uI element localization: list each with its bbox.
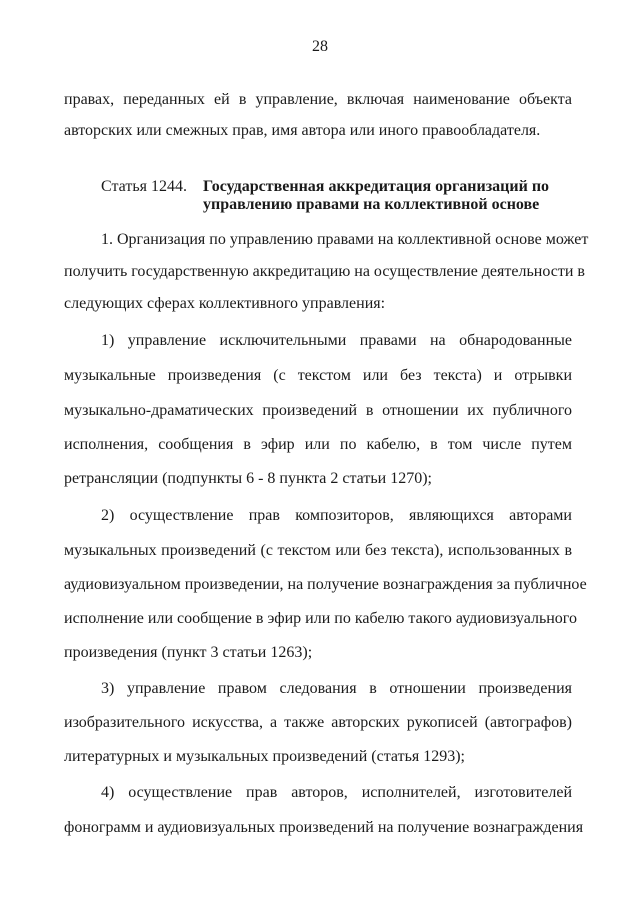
body-line: получить государственную аккредитацию на осуществление деятельности в [64, 263, 585, 280]
article-title-line: Государственная аккредитация организаций по [203, 178, 550, 195]
body-line: исполнения, сообщения в эфир или по кабелю, в том числе путем [64, 436, 572, 453]
body-line: правах, переданных ей в управление, включая наименование объекта [64, 91, 572, 108]
article-number: Статья 1244. [101, 178, 187, 195]
body-line: литературных и музыкальных произведений (статья 1293); [64, 748, 465, 765]
body-line: фонограмм и аудиовизуальных произведений на получение вознаграждения [64, 819, 584, 836]
article-title-line: управлению правами на коллективной основе [203, 196, 540, 213]
body-line: музыкальных произведений (с текстом или без текста), использованных в [64, 542, 572, 559]
paragraph-first-line: 4) осуществление прав авторов, исполнителей, изготовителей [101, 784, 572, 801]
paragraph-first-line: 3) управление правом следования в отношении произведения [101, 680, 572, 697]
body-line: следующих сферах коллективного управления: [64, 295, 386, 312]
body-line: музыкальные произведения (с текстом или без текста) и отрывки [64, 367, 572, 384]
body-line: музыкально-драматических произведений в отношении их публичного [64, 402, 572, 419]
body-line: ретрансляции (подпункты 6 - 8 пункта 2 статьи 1270); [64, 470, 432, 487]
page-number: 28 [312, 38, 328, 55]
body-line: авторских или смежных прав, имя автора или иного правообладателя. [64, 122, 541, 139]
body-line: аудиовизуальном произведении, на получение вознаграждения за публичное [64, 576, 587, 593]
body-line: произведения (пункт 3 статьи 1263); [64, 644, 313, 661]
paragraph-first-line: 1. Организация по управлению правами на коллективной основе может [101, 231, 589, 248]
paragraph-first-line: 1) управление исключительными правами на обнародованные [101, 332, 572, 349]
body-line: изобразительного искусства, а также авторских рукописей (автографов) [64, 714, 572, 731]
body-line: исполнение или сообщение в эфир или по кабелю такого аудиовизуального [64, 610, 577, 627]
paragraph-first-line: 2) осуществление прав композиторов, являющихся авторами [101, 507, 572, 524]
